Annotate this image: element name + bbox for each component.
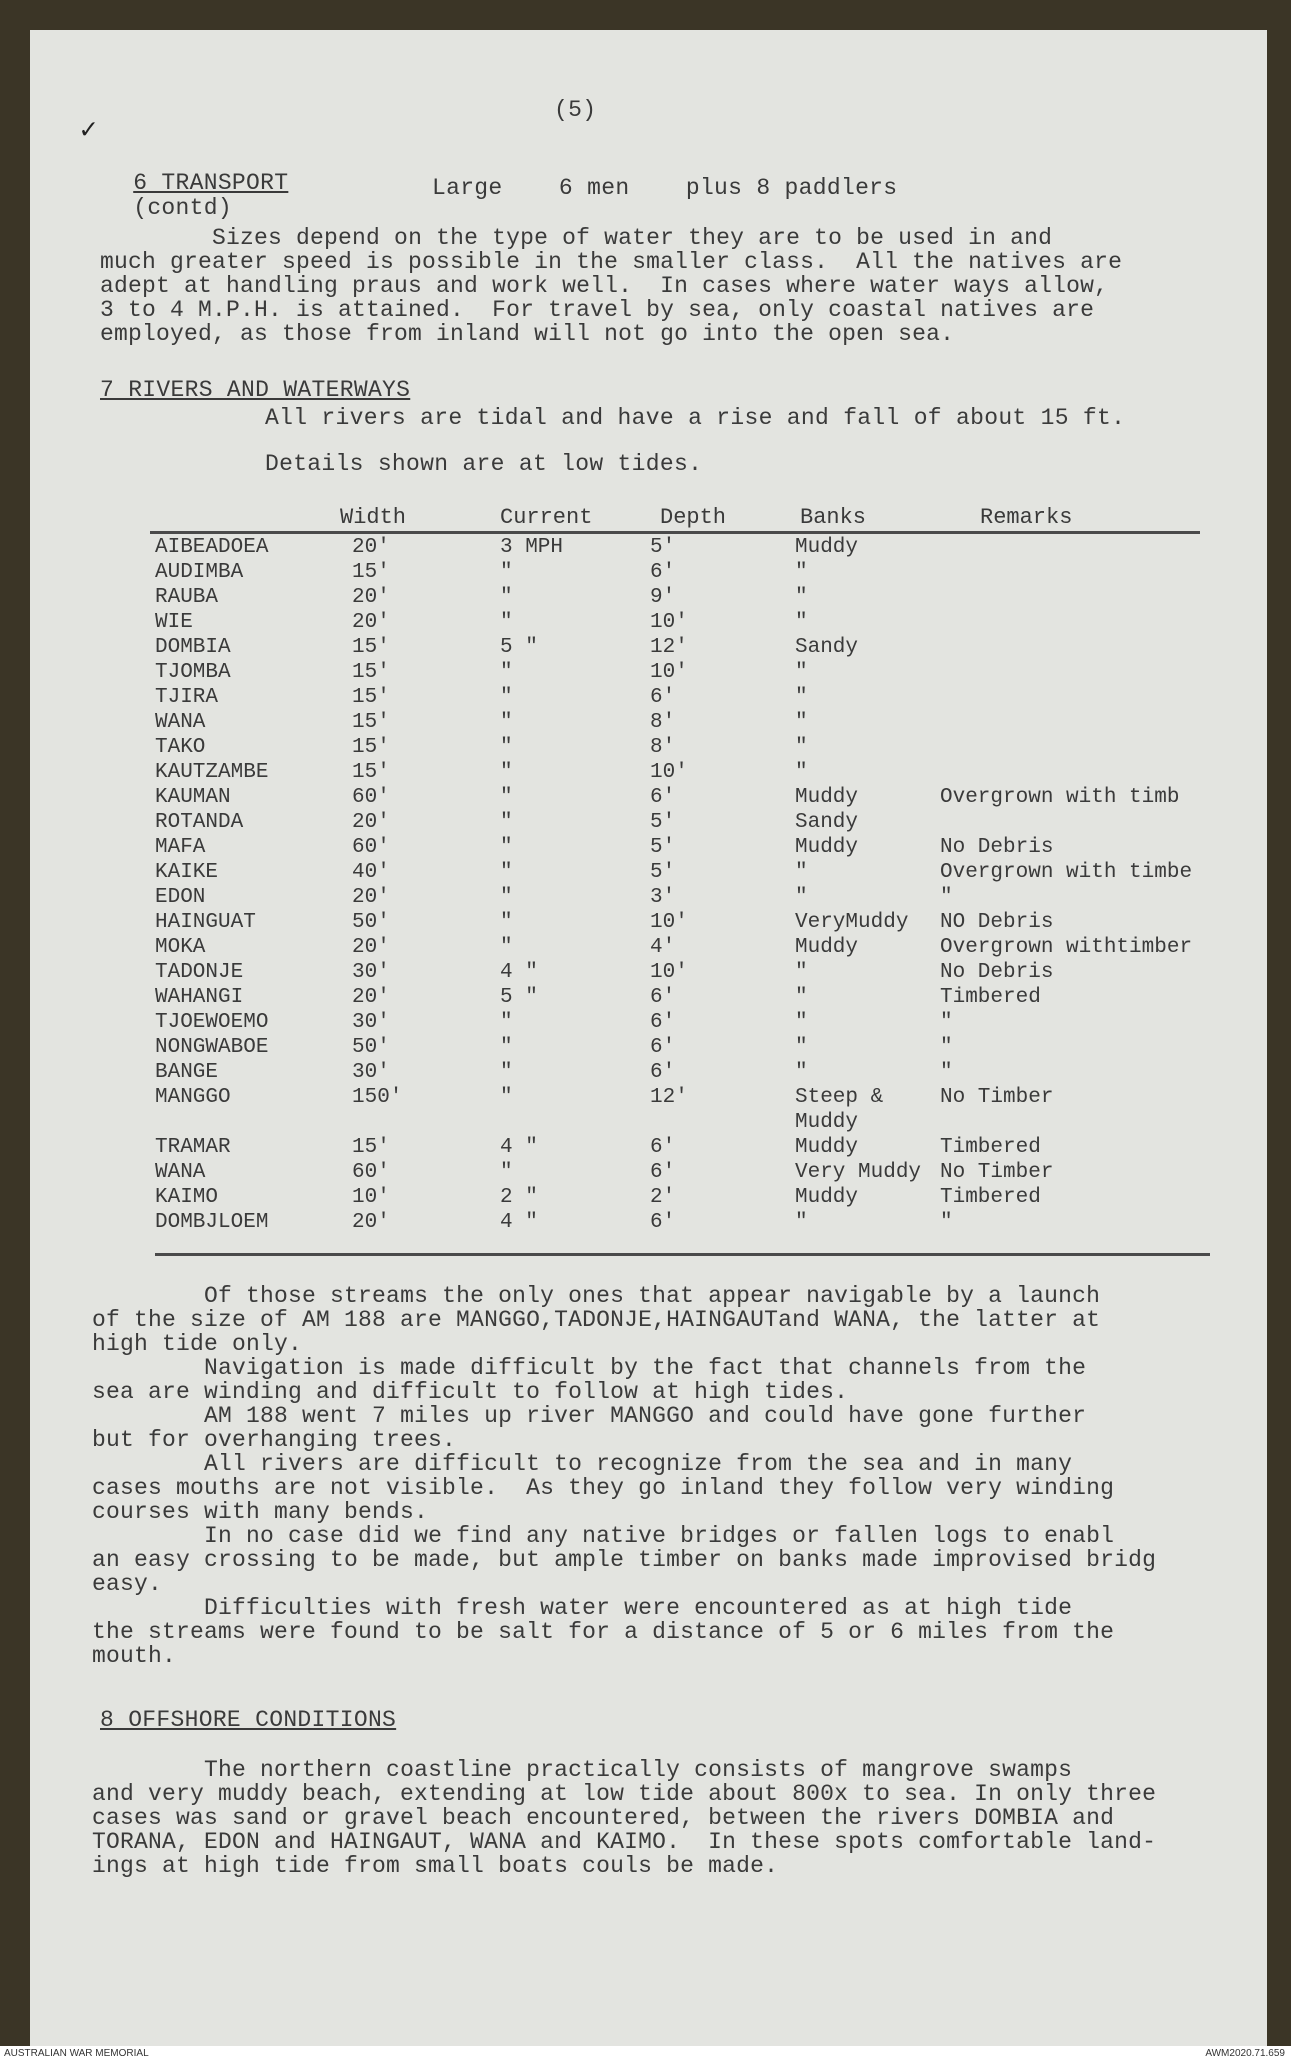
cell-remarks: Overgrown withtimber xyxy=(940,936,1193,959)
table-row xyxy=(150,736,1230,761)
table-row xyxy=(150,861,1230,886)
offshore-paragraph: The northern coastline practically consists of mangrove swamps and very muddy beach, extending at low tide about 800x to sea. In only three cases was sand or gravel beach encountered, between the rivers DOMBIA and TORANA, EDON and HAINGAUT, WANA and KAIMO. In these spots comfortable land- ings at high tide from small boats couls be made. xyxy=(92,1757,1157,1879)
cell-current: " xyxy=(500,736,513,759)
cell-remarks: Overgrown with timb xyxy=(940,786,1180,809)
table-row xyxy=(150,1061,1230,1086)
table-row xyxy=(150,1086,1230,1111)
cell-current: " xyxy=(500,761,513,784)
header-remarks: Remarks xyxy=(980,505,1073,530)
cell-depth: 12' xyxy=(650,636,688,659)
table-foot-rule xyxy=(155,1253,1210,1256)
cell-banks: " xyxy=(795,736,808,759)
table-row xyxy=(150,711,1230,736)
table-row xyxy=(150,911,1230,936)
cell-remarks: No Debris xyxy=(940,961,1054,984)
cell-banks: " xyxy=(795,1061,808,1084)
cell-river: DOMBJLOEM xyxy=(155,1211,269,1234)
cell-remarks: " xyxy=(940,1011,953,1034)
cell-depth: 4' xyxy=(650,936,676,959)
cell-river: MANGGO xyxy=(155,1086,231,1109)
cell-depth: 8' xyxy=(650,736,676,759)
cell-river: WAHANGI xyxy=(155,986,244,1009)
cell-remarks: Timbered xyxy=(940,1136,1041,1159)
cell-current: 4 " xyxy=(500,1136,538,1159)
cell-depth: 2' xyxy=(650,1186,676,1209)
cell-banks: " xyxy=(795,686,808,709)
table-row xyxy=(150,786,1230,811)
cell-river: KAIKE xyxy=(155,861,219,884)
cell-depth: 10' xyxy=(650,761,688,784)
cell-current: " xyxy=(500,911,513,934)
cell-depth: 6' xyxy=(650,1011,676,1034)
cell-remarks: " xyxy=(940,1036,953,1059)
cell-banks: " xyxy=(795,961,808,984)
table-row xyxy=(150,1036,1230,1061)
cell-depth: 6' xyxy=(650,686,676,709)
header-banks: Banks xyxy=(800,505,867,530)
cell-current: 3 MPH xyxy=(500,536,564,559)
cell-banks: VeryMuddy xyxy=(795,911,909,934)
cell-depth: 6' xyxy=(650,1211,676,1234)
table-row xyxy=(150,811,1230,836)
section-6-heading xyxy=(105,146,288,221)
cell-depth: 10' xyxy=(650,611,688,634)
cell-current: " xyxy=(500,711,513,734)
table-row xyxy=(150,886,1230,911)
large-prau-line: Large 6 men plus 8 paddlers xyxy=(432,175,898,201)
pencil-mark-icon: ✓ xyxy=(80,116,97,147)
cell-river: DOMBIA xyxy=(155,636,231,659)
cell-banks: " xyxy=(795,886,808,909)
cell-banks: " xyxy=(795,611,808,634)
cell-banks: Muddy xyxy=(795,1136,859,1159)
cell-width: 50' xyxy=(352,911,390,934)
cell-current: 5 " xyxy=(500,636,538,659)
cell-current: " xyxy=(500,561,513,584)
cell-current: " xyxy=(500,836,513,859)
cell-current: " xyxy=(500,661,513,684)
cell-depth: 5' xyxy=(650,536,676,559)
cell-depth: 6' xyxy=(650,1161,676,1184)
cell-width: 30' xyxy=(352,1061,390,1084)
table-row xyxy=(150,1136,1230,1161)
cell-river: AIBEADOEA xyxy=(155,536,269,559)
cell-width: 20' xyxy=(352,536,390,559)
cell-banks: " xyxy=(795,761,808,784)
page-number: (5) xyxy=(554,97,597,123)
cell-banks: Muddy xyxy=(795,936,859,959)
cell-current: " xyxy=(500,861,513,884)
cell-current: 2 " xyxy=(500,1186,538,1209)
cell-river: EDON xyxy=(155,886,206,909)
table-row xyxy=(150,1211,1230,1236)
cell-river: HAINGUAT xyxy=(155,911,256,934)
cell-width: 20' xyxy=(352,886,390,909)
cell-banks: Muddy xyxy=(795,1111,859,1134)
cell-width: 20' xyxy=(352,1211,390,1234)
cell-remarks: Overgrown with timbe xyxy=(940,861,1193,884)
cell-depth: 6' xyxy=(650,1136,676,1159)
cell-banks: Muddy xyxy=(795,1186,859,1209)
cell-river: TJOEWOEMO xyxy=(155,1011,269,1034)
cell-river: TJIRA xyxy=(155,686,219,709)
cell-current: " xyxy=(500,886,513,909)
cell-depth: 8' xyxy=(650,711,676,734)
cell-width: 50' xyxy=(352,1036,390,1059)
cell-depth: 10' xyxy=(650,961,688,984)
cell-width: 15' xyxy=(352,761,390,784)
cell-width: 15' xyxy=(352,736,390,759)
table-row xyxy=(150,936,1230,961)
tidal-line: All rivers are tidal and have a rise and fall of about 15 ft. xyxy=(265,405,1126,431)
cell-depth: 9' xyxy=(650,586,676,609)
section-8-title: 8 OFFSHORE CONDITIONS xyxy=(100,1707,397,1733)
cell-depth: 6' xyxy=(650,561,676,584)
footer-left: AUSTRALIAN WAR MEMORIAL xyxy=(4,2048,149,2059)
cell-width: 15' xyxy=(352,636,390,659)
cell-depth: 6' xyxy=(650,986,676,1009)
sizes-paragraph: Sizes depend on the type of water they are to be used in and much greater speed is possible in the smaller class. All the natives are adept at handling praus and work well. In cases where water ways allow, 3 to 4 M.P.H. is attained. For travel by sea, only coastal natives are employed, as those from inland will not go into the open sea. xyxy=(100,225,1123,347)
cell-remarks: No Debris xyxy=(940,836,1054,859)
header-depth: Depth xyxy=(660,505,727,530)
footer-bar xyxy=(0,2046,1291,2061)
cell-river: TADONJE xyxy=(155,961,244,984)
cell-banks: Sandy xyxy=(795,811,859,834)
cell-banks: " xyxy=(795,711,808,734)
cell-river: WANA xyxy=(155,711,206,734)
table-row xyxy=(150,761,1230,786)
cell-width: 15' xyxy=(352,561,390,584)
cell-width: 30' xyxy=(352,961,390,984)
table-row xyxy=(150,661,1230,686)
cell-width: 15' xyxy=(352,711,390,734)
cell-width: 20' xyxy=(352,586,390,609)
cell-current: " xyxy=(500,611,513,634)
cell-width: 30' xyxy=(352,1011,390,1034)
table-row xyxy=(150,1161,1230,1186)
cell-depth: 5' xyxy=(650,836,676,859)
cell-depth: 5' xyxy=(650,861,676,884)
cell-depth: 12' xyxy=(650,1086,688,1109)
cell-depth: 10' xyxy=(650,911,688,934)
cell-river: KAUTZAMBE xyxy=(155,761,269,784)
table-row xyxy=(150,611,1230,636)
cell-river: MAFA xyxy=(155,836,206,859)
cell-river: WIE xyxy=(155,611,193,634)
table-row xyxy=(150,561,1230,586)
cell-depth: 3' xyxy=(650,886,676,909)
cell-remarks: Timbered xyxy=(940,986,1041,1009)
section-7-title: 7 RIVERS AND WATERWAYS xyxy=(100,377,411,403)
cell-width: 15' xyxy=(352,1136,390,1159)
cell-river: MOKA xyxy=(155,936,206,959)
table-row xyxy=(150,686,1230,711)
section-6-contd: (contd) xyxy=(133,195,232,221)
cell-remarks: No Timber xyxy=(940,1161,1054,1184)
cell-banks: " xyxy=(795,561,808,584)
cell-depth: 6' xyxy=(650,1061,676,1084)
header-current: Current xyxy=(500,505,593,530)
details-line: Details shown are at low tides. xyxy=(265,451,703,477)
table-row xyxy=(150,586,1230,611)
cell-banks: " xyxy=(795,661,808,684)
cell-current: " xyxy=(500,1061,513,1084)
header-rule xyxy=(150,531,1200,534)
cell-river: TJOMBA xyxy=(155,661,231,684)
table-row xyxy=(150,536,1230,561)
cell-remarks: " xyxy=(940,1061,953,1084)
table-row xyxy=(150,986,1230,1011)
cell-width: 60' xyxy=(352,1161,390,1184)
cell-width: 20' xyxy=(352,986,390,1009)
cell-remarks: NO Debris xyxy=(940,911,1054,934)
cell-current: " xyxy=(500,686,513,709)
cell-river: TRAMAR xyxy=(155,1136,231,1159)
table-row xyxy=(150,1011,1230,1036)
cell-banks: " xyxy=(795,1036,808,1059)
cell-banks: Very Muddy xyxy=(795,1161,922,1184)
cell-banks: " xyxy=(795,1211,808,1234)
cell-current: " xyxy=(500,1161,513,1184)
cell-current: 4 " xyxy=(500,1211,538,1234)
cell-depth: 10' xyxy=(650,661,688,684)
table-row xyxy=(150,1111,1230,1136)
cell-depth: 6' xyxy=(650,786,676,809)
cell-current: " xyxy=(500,936,513,959)
cell-current: " xyxy=(500,1011,513,1034)
cell-river: TAKO xyxy=(155,736,206,759)
cell-width: 60' xyxy=(352,836,390,859)
cell-current: " xyxy=(500,586,513,609)
streams-paragraph: Of those streams the only ones that appear navigable by a launch of the size of AM 188 are MANGGO,TADONJE,HAINGAUTand WANA, the latter at high tide only. Navigation is made difficult by the fact that channels from the sea are winding and difficult to follow at high tides. AM 188 went 7 miles up river MANGGO and could have gone further but for overhanging trees. All rivers are difficult to recognize from the sea and in many cases mouths are not visible. As they go inland they follow very winding courses with many bends. In no case did we find any native bridges or fallen logs to enabl an easy crossing to be made, but ample timber on banks made improvised bridg easy. Difficulties with fresh water were encountered as at high tide the streams were found to be salt for a distance of 5 or 6 miles from the mouth. xyxy=(92,1283,1157,1669)
cell-banks: Sandy xyxy=(795,636,859,659)
cell-banks: Muddy xyxy=(795,836,859,859)
cell-width: 40' xyxy=(352,861,390,884)
cell-width: 15' xyxy=(352,661,390,684)
cell-current: 4 " xyxy=(500,961,538,984)
cell-remarks: No Timber xyxy=(940,1086,1054,1109)
cell-river: RAUBA xyxy=(155,586,219,609)
cell-depth: 6' xyxy=(650,1036,676,1059)
cell-width: 20' xyxy=(352,936,390,959)
table-row xyxy=(150,961,1230,986)
cell-current: " xyxy=(500,1086,513,1109)
cell-depth: 5' xyxy=(650,811,676,834)
table-row xyxy=(150,836,1230,861)
cell-width: 150' xyxy=(352,1086,403,1109)
cell-remarks: " xyxy=(940,886,953,909)
cell-width: 20' xyxy=(352,811,390,834)
cell-remarks: Timbered xyxy=(940,1186,1041,1209)
footer-right: AWM2020.71.659 xyxy=(1205,2048,1285,2059)
cell-current: " xyxy=(500,1036,513,1059)
cell-remarks: " xyxy=(940,1211,953,1234)
cell-current: 5 " xyxy=(500,986,538,1009)
section-6-title: 6 TRANSPORT xyxy=(133,170,289,196)
cell-banks: " xyxy=(795,586,808,609)
cell-width: 15' xyxy=(352,686,390,709)
cell-river: WANA xyxy=(155,1161,206,1184)
cell-river: KAIMO xyxy=(155,1186,219,1209)
cell-banks: " xyxy=(795,861,808,884)
cell-banks: " xyxy=(795,1011,808,1034)
cell-width: 10' xyxy=(352,1186,390,1209)
cell-river: AUDIMBA xyxy=(155,561,244,584)
cell-banks: " xyxy=(795,986,808,1009)
cell-banks: Steep & xyxy=(795,1086,884,1109)
cell-current: " xyxy=(500,786,513,809)
header-width: Width xyxy=(340,505,407,530)
cell-current: " xyxy=(500,811,513,834)
cell-river: ROTANDA xyxy=(155,811,244,834)
table-row xyxy=(150,1186,1230,1211)
table-row xyxy=(150,636,1230,661)
cell-width: 20' xyxy=(352,611,390,634)
cell-river: BANGE xyxy=(155,1061,219,1084)
cell-banks: Muddy xyxy=(795,536,859,559)
cell-width: 60' xyxy=(352,786,390,809)
cell-banks: Muddy xyxy=(795,786,859,809)
cell-river: KAUMAN xyxy=(155,786,231,809)
cell-river: NONGWABOE xyxy=(155,1036,269,1059)
